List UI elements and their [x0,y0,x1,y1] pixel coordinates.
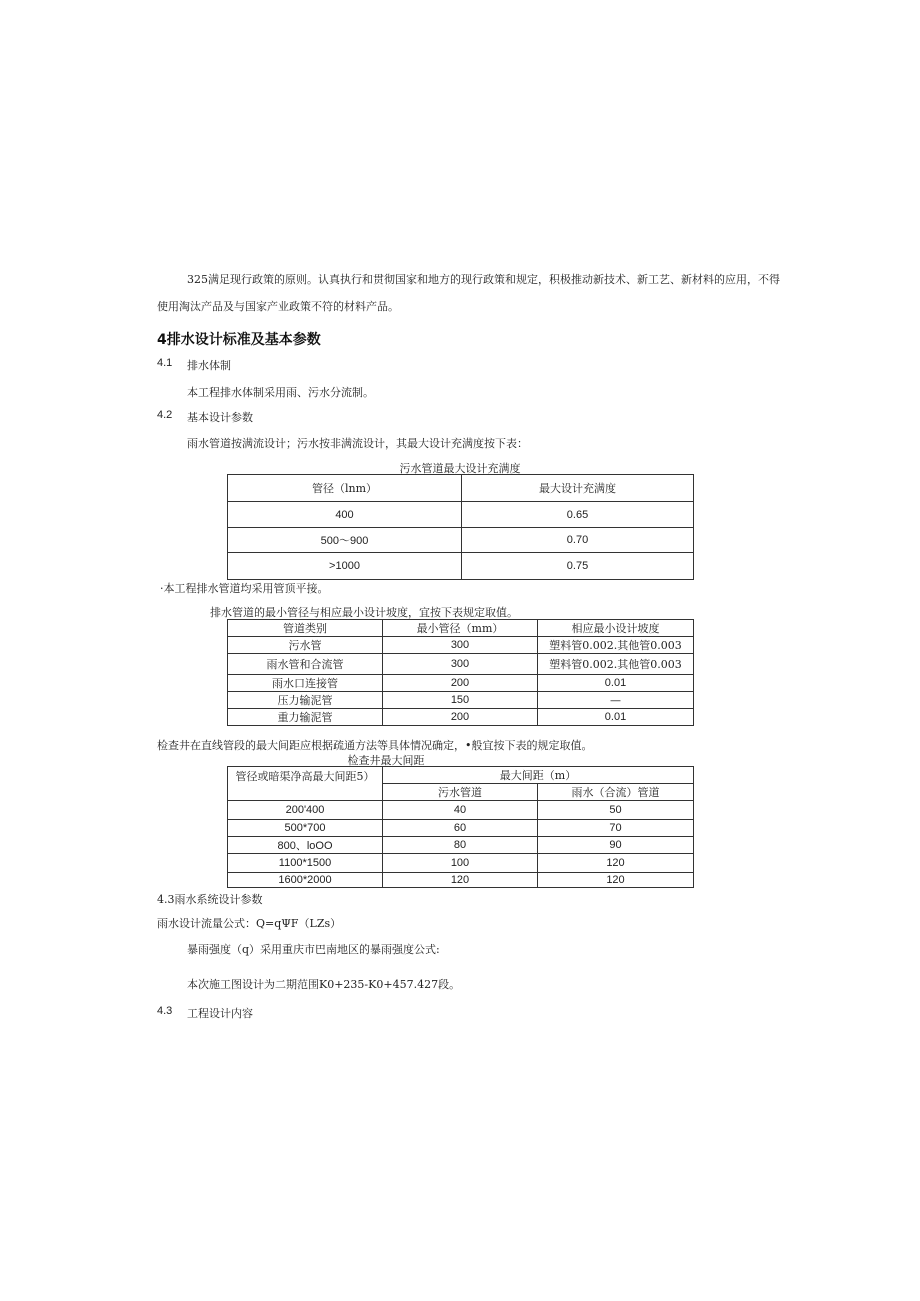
table-3-subheader: 雨水（合流）管道 [538,784,694,801]
table-3-cell: 1600*2000 [228,873,383,888]
section-4-3-number: 4.3 [157,1005,173,1017]
table-2-cell: 重力输泥管 [228,709,383,726]
table-3-header-group: 最大间距（m） [383,767,694,784]
table-1-cell: 400 [228,502,462,528]
table-2-cell: 0.01 [538,709,694,726]
table-2-caption: 排水管道的最小管径与相应最小设计坡度，宜按下表规定取值。 [210,606,518,619]
table-3-cell: 200'400 [228,801,383,820]
table-2-cell: 雨水口连接管 [228,675,383,692]
table-1-cell: 500～900 [228,528,462,553]
section-4-1-title: 排水体制 [187,359,231,372]
table-3-cell: 90 [538,837,694,854]
table-3-cell: 500*700 [228,820,383,837]
table-1-header: 管径（lnm） [228,475,462,502]
table-3-cell: 70 [538,820,694,837]
table-3-cell: 50 [538,801,694,820]
table-2-cell: 污水管 [228,637,383,654]
note-manhole-spacing: 检查井在直线管段的最大间距应根据疏通方法等具体情况确定，•般宜按下表的规定取值。 [157,739,593,752]
table-2-cell: 雨水管和合流管 [228,654,383,675]
section-4-2-number: 4.2 [157,409,173,421]
table-1-cell: >1000 [228,553,462,580]
table-3-cell: 120 [383,873,538,888]
table-2-cell: 塑料管0.002.其他管0.003 [538,654,694,675]
section-4-3-rain-heading: 4.3雨水系统设计参数 [157,893,263,906]
table-3-cell: 100 [383,854,538,873]
table-3-cell: 60 [383,820,538,837]
section-4-2-body: 雨水管道按满流设计；污水按非满流设计，其最大设计充满度按下表： [187,437,528,450]
table-1-cell: 0.75 [462,553,694,580]
table-3-cell: 120 [538,873,694,888]
table-3-caption: 检查井最大间距 [347,754,425,767]
construction-scope-text: 本次施工图设计为二期范围K0+235-K0+457.427段。 [187,978,461,991]
table-3-cell: 80 [383,837,538,854]
section-4-1-number: 4.1 [157,357,173,369]
table-2-cell: 150 [383,692,538,709]
table-2-cell: 200 [383,675,538,692]
table-2-header: 最小管径（mm） [383,620,538,637]
fullness-table [227,474,694,580]
section-4-heading: 4排水设计标准及基本参数 [157,332,321,348]
table-1-header: 最大设计充满度 [462,475,694,502]
section-4-2-title: 基本设计参数 [187,411,253,424]
min-diameter-table [227,619,694,726]
section-4-3-title: 工程设计内容 [187,1007,253,1020]
note-pipe-joint: ·本工程排水管道均采用管顶平接。 [160,582,329,595]
rain-intensity-text: 暴雨强度（q）采用重庆市巴南地区的暴雨强度公式: [187,943,440,956]
rain-flow-formula: 雨水设计流量公式：Q=qΨF（LZs） [157,917,342,930]
intro-line-2: 使用淘汰产品及与国家产业政策不符的材料产品。 [157,300,399,313]
table-2-cell: 塑料管0.002.其他管0.003 [538,637,694,654]
table-2-cell: 200 [383,709,538,726]
table-3-cell: 800、loOO [228,837,383,854]
table-1-cell: 0.65 [462,502,694,528]
table-1-caption: 污水管道最大设计充满度 [399,462,521,475]
table-3-subheader: 污水管道 [383,784,538,801]
table-2-cell: 压力输泥管 [228,692,383,709]
table-2-header: 相应最小设计坡度 [538,620,694,637]
table-3-cell: 1100*1500 [228,854,383,873]
table-2-cell: 300 [383,637,538,654]
table-3-cell: 40 [383,801,538,820]
table-3-header-left: 管径或暗渠净高最大间距5） [228,767,383,801]
intro-line-1: 325满足现行政策的原则。认真执行和贯彻国家和地方的现行政策和规定，积极推动新技术、新工艺、新材料的应用，不得 [187,273,780,286]
table-2-cell: 300 [383,654,538,675]
table-1-cell: 0.70 [462,528,694,553]
table-2-cell: 0.01 [538,675,694,692]
table-2-header: 管道类别 [228,620,383,637]
table-2-cell: — [538,692,694,709]
table-3-cell: 120 [538,854,694,873]
manhole-spacing-table [227,766,694,888]
section-4-1-body: 本工程排水体制采用雨、污水分流制。 [187,386,374,399]
